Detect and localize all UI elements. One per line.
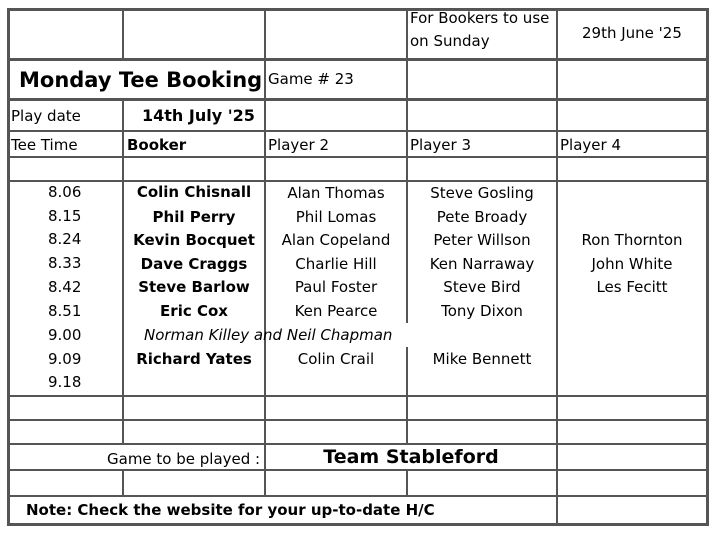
tee-time: 8.24 <box>48 230 82 248</box>
player3-name: Peter Willson <box>433 231 531 249</box>
player2-name: Charlie Hill <box>295 255 377 273</box>
booker-name: Colin Chisnall <box>136 183 252 201</box>
tee-time: 8.33 <box>48 254 82 272</box>
tee-time: 8.15 <box>48 207 82 225</box>
booker-name: Dave Craggs <box>140 255 248 273</box>
tee-time: 9.00 <box>48 326 82 344</box>
player3-name: Tony Dixon <box>441 302 523 320</box>
grid-line <box>7 180 709 182</box>
player4-name: Ron Thornton <box>581 231 683 249</box>
player3-name: Steve Gosling <box>430 184 534 202</box>
player3-name: Steve Bird <box>443 278 521 296</box>
player2-name: Ken Pearce <box>294 302 378 320</box>
grid-line <box>122 8 124 60</box>
grid-line <box>7 8 10 525</box>
grid-line <box>122 100 124 443</box>
player2-name: Alan Thomas <box>287 184 385 202</box>
tee-time: 8.06 <box>48 183 82 201</box>
grid-line <box>7 443 709 445</box>
grid-line <box>7 395 709 397</box>
tee-time: 9.09 <box>48 350 82 368</box>
grid-line <box>706 8 709 525</box>
player2-name: Phil Lomas <box>295 208 377 226</box>
grid-line <box>7 156 709 158</box>
game-to-be-played-label: Game to be played : <box>107 450 261 468</box>
game-format: Team Stableford <box>323 446 499 468</box>
column-header-tee-time: Tee Time <box>11 136 78 154</box>
grid-line <box>7 523 709 526</box>
play-date-label: Play date <box>11 107 81 125</box>
handicap-note: Note: Check the website for your up-to-date H/C <box>26 501 435 519</box>
booker-name: Phil Perry <box>152 208 236 226</box>
grid-line <box>122 470 124 496</box>
player4-name: Les Fecitt <box>596 278 668 296</box>
column-header-booker: Booker <box>127 136 187 154</box>
player3-name: Pete Broady <box>436 208 528 226</box>
booker-name: Steve Barlow <box>138 278 250 296</box>
grid-line <box>264 8 266 496</box>
grid-line <box>7 469 709 471</box>
game-number: Game # 23 <box>268 70 354 88</box>
sunday-date: 29th June '25 <box>582 24 682 42</box>
booker-name: Richard Yates <box>136 350 252 368</box>
page-title: Monday Tee Booking <box>19 68 263 92</box>
booker-name: Eric Cox <box>160 302 228 320</box>
player2-name: Alan Copeland <box>281 231 391 249</box>
player3-name: Mike Bennett <box>432 350 532 368</box>
grid-line <box>7 130 709 132</box>
booking-note: Norman Killey and Neil Chapman <box>144 326 393 344</box>
column-header-player4: Player 4 <box>560 136 621 154</box>
grid-line <box>406 8 408 323</box>
tee-time: 9.18 <box>48 373 82 391</box>
grid-line <box>7 98 709 101</box>
grid-line <box>7 495 709 497</box>
grid-line <box>556 8 558 525</box>
column-header-player3: Player 3 <box>410 136 471 154</box>
tee-time: 8.51 <box>48 302 82 320</box>
grid-line <box>7 419 709 421</box>
player2-name: Paul Foster <box>294 278 378 296</box>
player2-name: Colin Crail <box>297 350 375 368</box>
player3-name: Ken Narraway <box>429 255 535 273</box>
tee-time: 8.42 <box>48 278 82 296</box>
sunday-note-line1: For Bookers to use <box>410 9 550 27</box>
sunday-note-line2: on Sunday <box>410 32 490 50</box>
grid-line <box>7 8 709 11</box>
play-date-value: 14th July '25 <box>142 106 255 125</box>
grid-line <box>7 58 709 61</box>
booker-name: Kevin Bocquet <box>133 231 255 249</box>
column-header-player2: Player 2 <box>268 136 329 154</box>
grid-line <box>406 470 408 496</box>
player4-name: John White <box>591 255 673 273</box>
